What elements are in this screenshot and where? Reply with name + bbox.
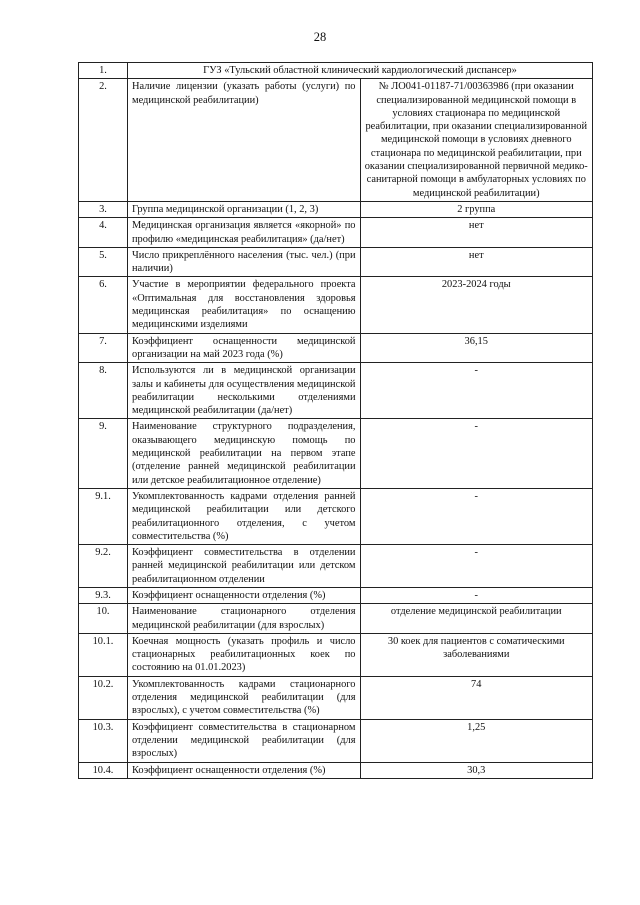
table-row: [79, 79, 593, 202]
row-label: Участие в мероприятии федерального проекта «Оптимальная для восстановления здоровья медицинская реабилитация» по оснащению медицинскими изделиями: [128, 277, 361, 333]
row-label: Коэффициент совместительства в стационарном отделении медицинской реабилитации (для взрослых): [128, 719, 361, 762]
row-number: 10.2.: [79, 676, 128, 719]
row-value: -: [360, 587, 593, 603]
organization-name: ГУЗ «Тульский областной клинический кардиологический диспансер»: [128, 63, 593, 79]
row-number: 1.: [79, 63, 128, 79]
row-label: Коечная мощность (указать профиль и число стационарных реабилитационных коек по состоянию на 01.01.2023): [128, 633, 361, 676]
row-value: -: [360, 488, 593, 544]
table-row: [79, 333, 593, 363]
row-number: 10.1.: [79, 633, 128, 676]
table-row: [79, 545, 593, 588]
row-number: 2.: [79, 79, 128, 202]
row-number: 7.: [79, 333, 128, 363]
row-number: 6.: [79, 277, 128, 333]
row-label: Укомплектованность кадрами стационарного отделения медицинской реабилитации (для взрослых), с учетом совместительства (%): [128, 676, 361, 719]
row-number: 5.: [79, 247, 128, 277]
table-row: [79, 218, 593, 248]
row-label: Число прикреплённого населения (тыс. чел.) (при наличии): [128, 247, 361, 277]
row-label: Наименование структурного подразделения, оказывающего медицинскую помощь по медицинской реабилитации на первом этапе (отделение ранней медицинской реабилитации или детское реабилитационное отделение): [128, 419, 361, 488]
row-number: 10.4.: [79, 762, 128, 778]
row-value: -: [360, 363, 593, 419]
table-row: [79, 201, 593, 217]
row-value: 74: [360, 676, 593, 719]
row-label: Коэффициент оснащенности отделения (%): [128, 587, 361, 603]
row-label: Коэффициент оснащенности отделения (%): [128, 762, 361, 778]
row-label: Наименование стационарного отделения медицинской реабилитации (для взрослых): [128, 604, 361, 634]
row-number: 9.3.: [79, 587, 128, 603]
row-number: 10.: [79, 604, 128, 634]
table-row: [79, 719, 593, 762]
row-number: 4.: [79, 218, 128, 248]
row-number: 9.1.: [79, 488, 128, 544]
row-label: Коэффициент оснащенности медицинской организации на май 2023 года (%): [128, 333, 361, 363]
table-row: [79, 363, 593, 419]
row-label: Группа медицинской организации (1, 2, 3): [128, 201, 361, 217]
table-row: [79, 247, 593, 277]
row-value: 2023-2024 годы: [360, 277, 593, 333]
row-value: -: [360, 545, 593, 588]
table-row: [79, 587, 593, 603]
row-label: Коэффициент совместительства в отделении ранней медицинской реабилитации или детском реабилитационном отделении: [128, 545, 361, 588]
row-value: № ЛО041-01187-71/00363986 (при оказании специализированной медицинской помощи в условиях стационара по медицинской реабилитации, при оказании специализированной медицинской помощи в условиях дневного стационара по медицинской реабилитации, при оказании специализированной первичной медико-санитарной помощи в амбулаторных условиях по медицинской реабилитации): [360, 79, 593, 202]
rehabilitation-info-table: [78, 62, 593, 779]
row-label: Укомплектованность кадрами отделения ранней медицинской реабилитации или детского реабилитационного отделения, с учетом совместительства (%): [128, 488, 361, 544]
row-value: отделение медицинской реабилитации: [360, 604, 593, 634]
row-number: 9.2.: [79, 545, 128, 588]
table-row: [79, 277, 593, 333]
row-value: -: [360, 419, 593, 488]
table-row: [79, 488, 593, 544]
table-row: [79, 419, 593, 488]
row-value: нет: [360, 247, 593, 277]
row-number: 3.: [79, 201, 128, 217]
row-value: 1,25: [360, 719, 593, 762]
row-value: нет: [360, 218, 593, 248]
table-header-row: [79, 63, 593, 79]
row-label: Наличие лицензии (указать работы (услуги) по медицинской реабилитации): [128, 79, 361, 202]
row-value: 30,3: [360, 762, 593, 778]
row-value: 36,15: [360, 333, 593, 363]
table-row: [79, 604, 593, 634]
row-number: 9.: [79, 419, 128, 488]
table-row: [79, 762, 593, 778]
row-number: 8.: [79, 363, 128, 419]
row-value: 30 коек для пациентов с соматическими заболеваниями: [360, 633, 593, 676]
table-row: [79, 633, 593, 676]
row-value: 2 группа: [360, 201, 593, 217]
row-label: Медицинская организация является «якорной» по профилю «медицинская реабилитация» (да/нет): [128, 218, 361, 248]
page-number: 28: [313, 30, 327, 44]
row-label: Используются ли в медицинской организации залы и кабинеты для осуществления медицинской реабилитации несколькими отделениями медицинской реабилитации (да/нет): [128, 363, 361, 419]
row-number: 10.3.: [79, 719, 128, 762]
table-row: [79, 676, 593, 719]
